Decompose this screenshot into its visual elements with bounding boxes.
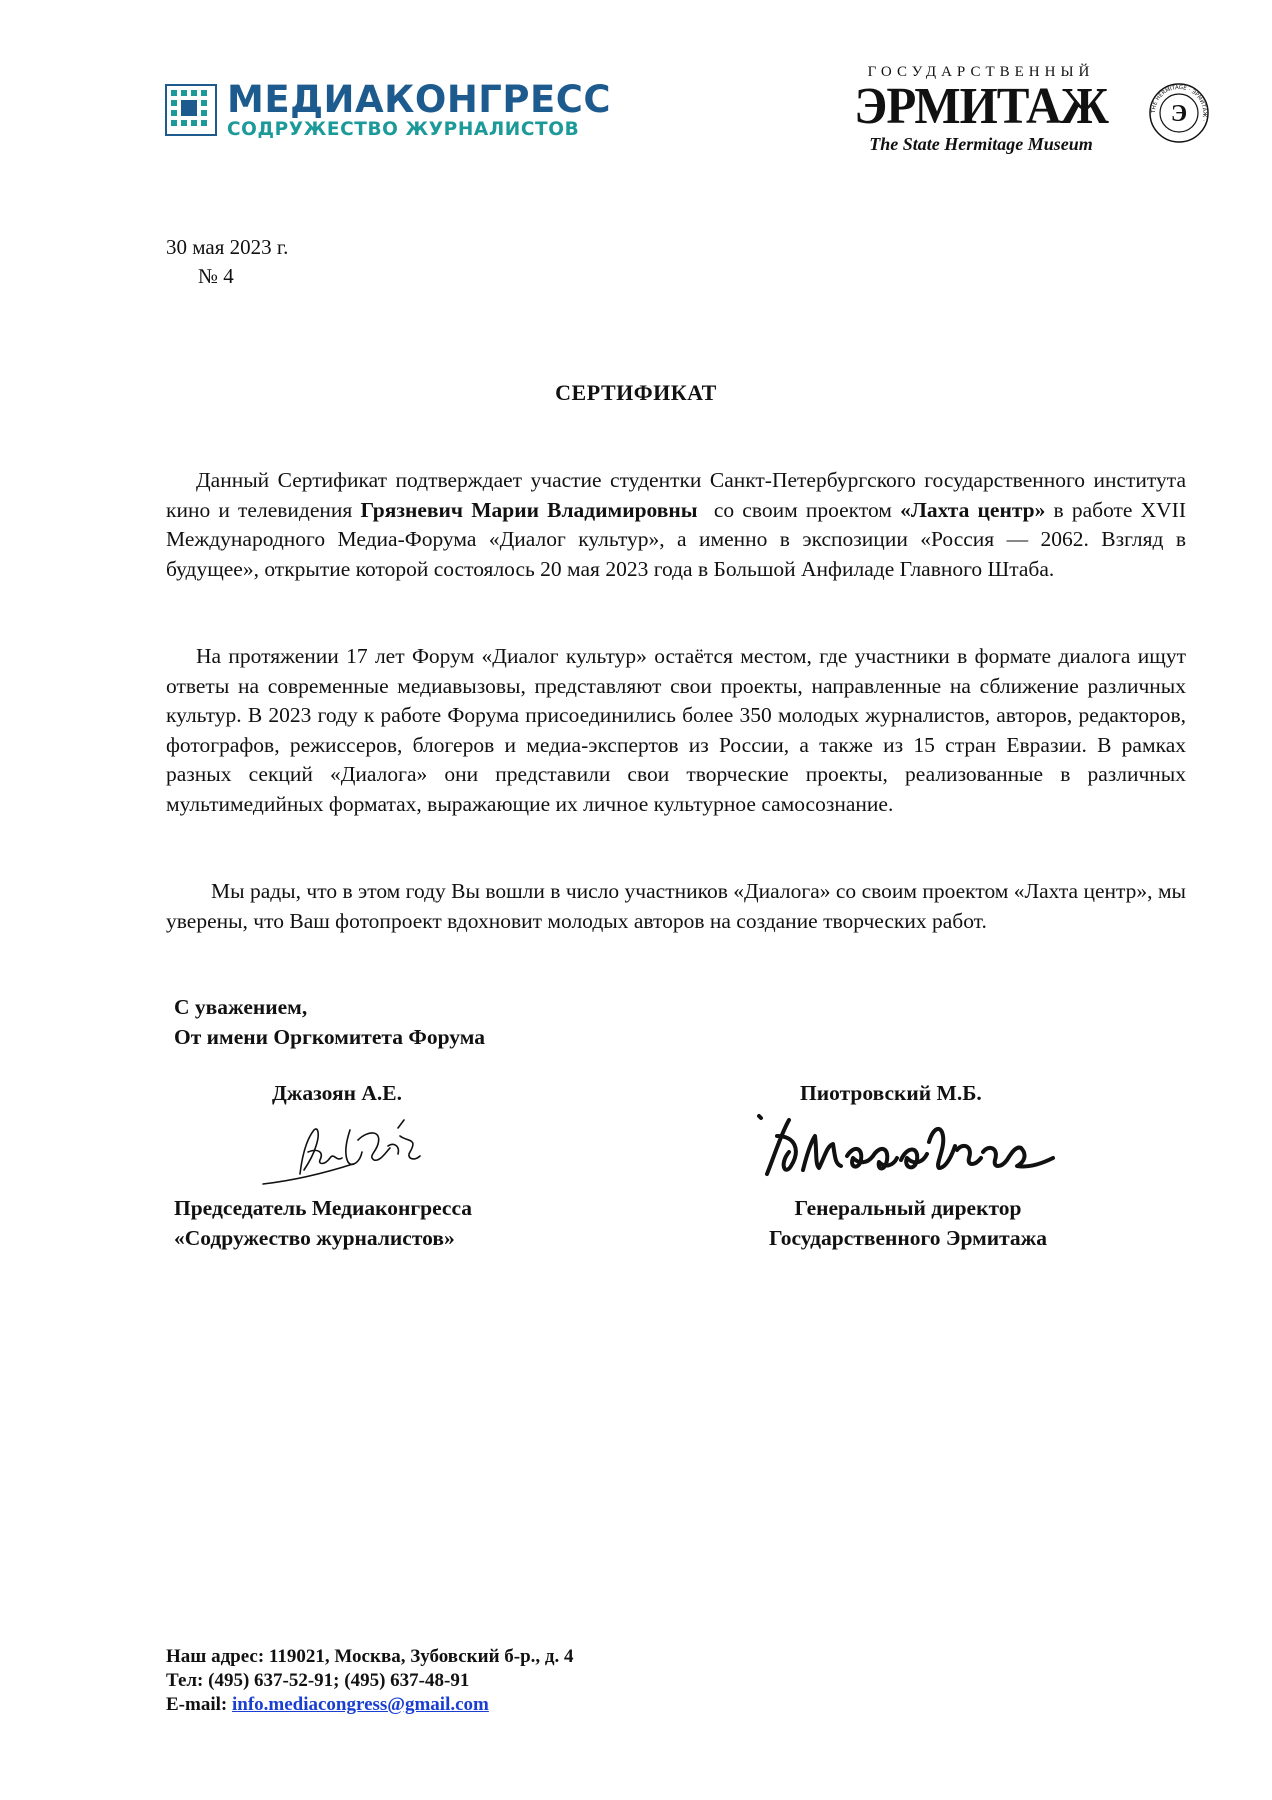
- svg-text:Э: Э: [1170, 101, 1188, 127]
- left-role-line1: Председатель Медиаконгресса: [174, 1196, 473, 1220]
- mediacongress-title: МЕДИАКОНГРЕСС: [227, 78, 612, 121]
- footer-email-line: [166, 1693, 574, 1717]
- project-name: «Лахта центр»: [900, 497, 1046, 522]
- right-signatory-role: [740, 1193, 1076, 1253]
- right-signatory-name: Пиотровский М.Б.: [800, 1081, 982, 1105]
- left-signature-image: [258, 1112, 438, 1192]
- hermitage-top-text: ГОСУДАРСТВЕННЫЙ: [867, 64, 1095, 80]
- right-signature-image: [755, 1106, 1065, 1190]
- right-role-line1: Генеральный директор: [794, 1196, 1022, 1220]
- paragraph-forum: На протяжении 17 лет Форум «Диалог культур» остаётся местом, где участники в формате диалога ищут ответы на современные медиавызовы, представляют свои проекты, направленные на сближение различных культур. В 2023 году к работе Форума присоединились более 350 молодых журналистов, авторов, редакторов, фотографов, режиссеров, блогеров и медиа-экспертов из России, а также из 15 стран Евразии. В рамках разных секций «Диалога» они представили свои творческие проекты, реализованные в различных мультимедийных форматах, выражающие их личное культурное самосознание.: [166, 644, 1186, 816]
- hermitage-english-text: The State Hermitage Museum: [869, 134, 1093, 154]
- left-signatory-name: Джазоян А.Е.: [272, 1081, 402, 1105]
- mediacongress-logo: [165, 78, 715, 144]
- mediacongress-grid-icon: [165, 84, 217, 136]
- mediacongress-subtitle: СОДРУЖЕСТВО ЖУРНАЛИСТОВ: [227, 119, 580, 140]
- document-number: № 4: [198, 264, 234, 288]
- hermitage-main-text: ЭРМИТАЖ: [854, 76, 1108, 135]
- closing-regards: С уважением,: [174, 995, 308, 1019]
- document-title: СЕРТИФИКАТ: [555, 380, 717, 405]
- paragraph-congratulation: Мы рады, что в этом году Вы вошли в число участников «Диалога» со своим проектом «Лахта центр», мы уверены, что Ваш фотопроект вдохновит молодых авторов на создание творческих работ.: [166, 879, 1186, 933]
- left-role-line2: «Содружество журналистов»: [174, 1226, 455, 1250]
- left-signatory-role: [174, 1193, 472, 1253]
- right-role-line2: Государственного Эрмитажа: [768, 1226, 1048, 1250]
- email-link[interactable]: info.mediacongress@gmail.com: [231, 1694, 489, 1715]
- footer-phone: Тел: (495) 637-52-91; (495) 637-48-91: [166, 1670, 470, 1691]
- svg-text:THE HERMITAGE · ЭРМИТАЖ ·: THE HERMITAGE · ЭРМИТАЖ ·: [1150, 84, 1208, 122]
- document-date: 30 мая 2023 г.: [166, 235, 289, 259]
- paragraph1-part1: Данный Сертификат подтверждает участие студентки Санкт-Петербургского государственного института кино и телевидения: [166, 468, 1186, 522]
- closing-on-behalf: От имени Оргкомитета Форума: [174, 1025, 485, 1049]
- footer-email-label: E-mail:: [166, 1694, 232, 1715]
- footer-address: Наш адрес: 119021, Москва, Зубовский б-р., д. 4: [166, 1646, 574, 1667]
- paragraph1-part2: со своим проектом: [697, 497, 901, 522]
- paragraph-participation: [166, 466, 1186, 584]
- hermitage-logo: [846, 64, 1126, 160]
- participant-name: Грязневич Марии Владимировны: [360, 497, 698, 522]
- hermitage-seal-icon: [1148, 82, 1210, 144]
- contact-footer: [166, 1645, 574, 1717]
- closing-block: [174, 992, 485, 1052]
- paragraph1-part3: в работе XVII Международного Медиа-Форума «Диалог культур», а именно в экспозиции «Россия — 2062. Взгляд в будущее», открытие которой состоялось 20 мая 2023 года в Большой Анфиладе Главного Штаба.: [166, 497, 1186, 581]
